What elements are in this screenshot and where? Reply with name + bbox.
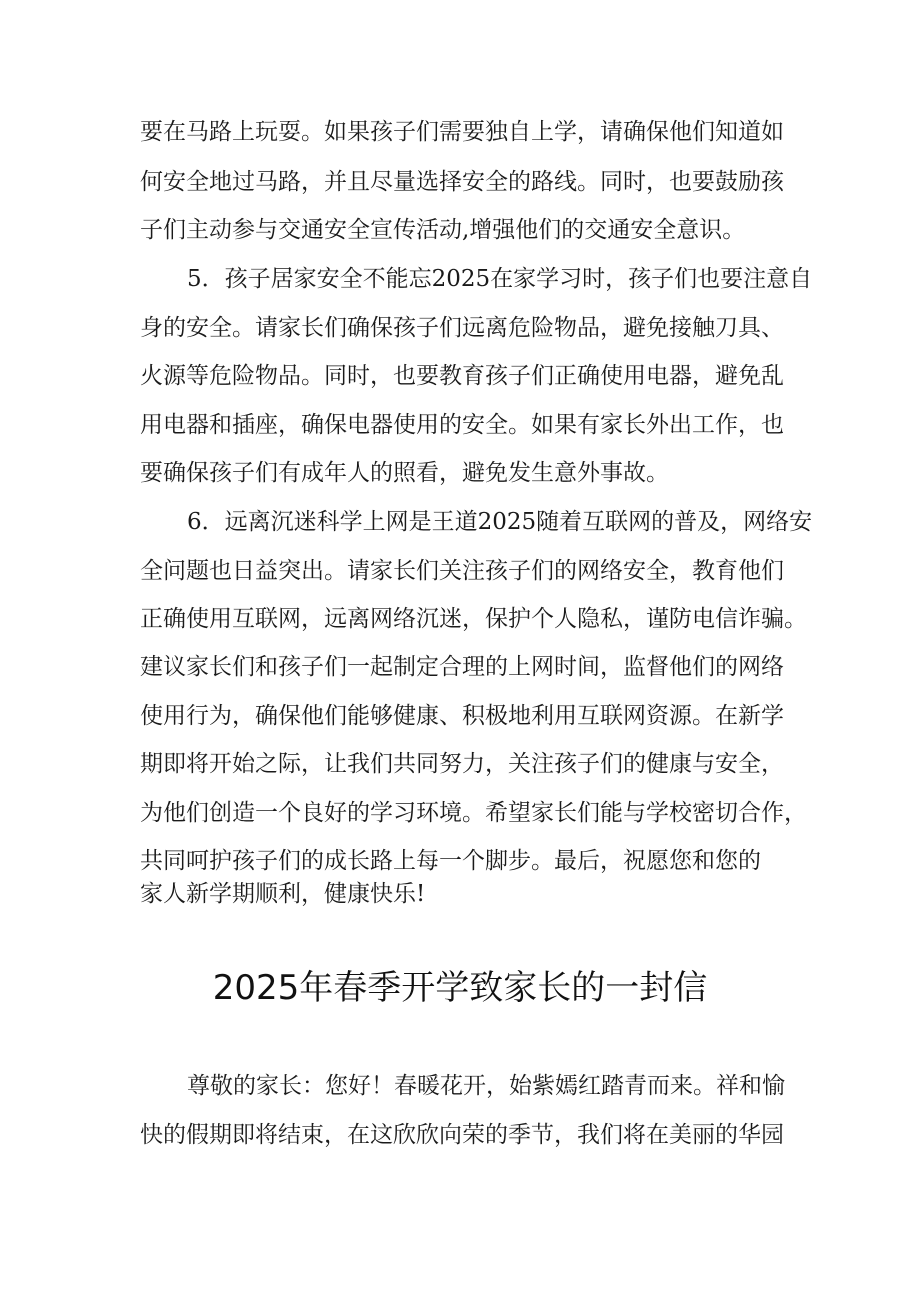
- text-line: 使用行为，确保他们能够健康、积极地利用互联网资源。在新学: [140, 703, 784, 729]
- text-line: 要确保孩子们有成年人的照看，避免发生意外事故。: [140, 460, 669, 486]
- text-line: 全问题也日益突出。请家长们关注孩子们的网络安全，教育他们: [140, 558, 784, 584]
- text-line: 要在马路上玩耍。如果孩子们需要独自上学，请确保他们知道如: [140, 119, 784, 145]
- text-line: 家人新学期顺利，健康快乐!: [140, 881, 426, 907]
- text-line: 建议家长们和孩子们一起制定合理的上网时间，监督他们的网络: [140, 654, 784, 680]
- text-line: 身的安全。请家长们确保孩子们远离危险物品，避免接触刀具、: [140, 315, 784, 341]
- text-line: 期即将开始之际，让我们共同努力，关注孩子们的健康与安全，: [140, 751, 784, 777]
- section-5-heading-line: 5．孩子居家安全不能忘2025在家学习时，孩子们也要注意自: [187, 266, 813, 292]
- text-line: 快的假期即将结束，在这欣欣向荣的季节，我们将在美丽的华园: [140, 1122, 784, 1148]
- section-6-heading-line: 6．远离沉迷科学上网是王道2025随着互联网的普及，网络安: [187, 509, 813, 535]
- text-line: 何安全地过马路，并且尽量选择安全的路线。同时，也要鼓励孩: [140, 169, 784, 195]
- text-line: 正确使用互联网，远离网络沉迷，保护个人隐私，谨防电信诈骗。: [140, 606, 807, 632]
- letter-title: 2025年春季开学致家长的一封信: [212, 968, 708, 1008]
- text-line: 用电器和插座，确保电器使用的安全。如果有家长外出工作，也: [140, 412, 784, 438]
- text-line: 共同呵护孩子们的成长路上每一个脚步。最后，祝愿您和您的: [140, 848, 761, 874]
- text-line: 子们主动参与交通安全宣传活动,增强他们的交通安全意识。: [140, 217, 746, 243]
- greeting-line: 尊敬的家长：您好！春暖花开，始紫嫣红踏青而来。祥和愉: [187, 1073, 785, 1099]
- text-line: 火源等危险物品。同时，也要教育孩子们正确使用电器，避免乱: [140, 363, 784, 389]
- text-line: 为他们创造一个良好的学习环境。希望家长们能与学校密切合作，: [140, 800, 807, 826]
